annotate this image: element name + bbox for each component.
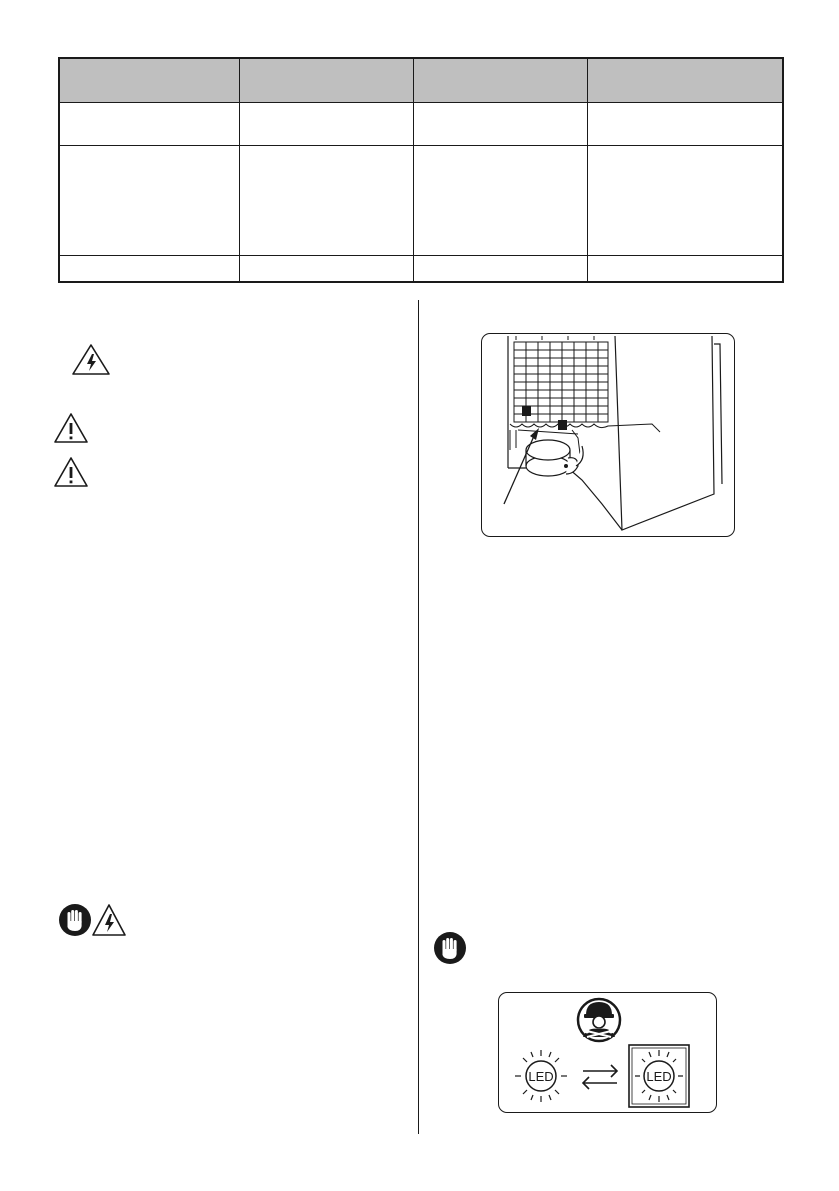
led-right-label: LED	[646, 1069, 672, 1084]
table-cell	[587, 145, 783, 255]
led-replacement-figure	[498, 992, 717, 1113]
fridge-back-illustration	[482, 334, 735, 537]
electric-shock-warning-icon	[71, 343, 111, 376]
table-cell	[413, 145, 587, 255]
compressor-figure	[481, 333, 735, 537]
table-row	[59, 102, 783, 145]
stop-hand-icon	[58, 903, 92, 937]
table-cell	[239, 145, 413, 255]
climate-class-table	[58, 57, 784, 283]
table-cell	[587, 255, 783, 282]
table-cell	[239, 255, 413, 282]
table-header-cell	[413, 58, 587, 102]
table-cell	[59, 102, 239, 145]
column-divider	[418, 300, 419, 1134]
table-cell	[413, 102, 587, 145]
table-row	[59, 145, 783, 255]
table-cell	[239, 102, 413, 145]
electric-shock-warning-icon	[91, 903, 127, 937]
table-header-cell	[239, 58, 413, 102]
table-cell	[59, 145, 239, 255]
table-cell	[59, 255, 239, 282]
table-row	[59, 255, 783, 282]
table-header-cell	[587, 58, 783, 102]
caution-warning-icon	[53, 456, 89, 488]
table-header-row	[59, 58, 783, 102]
swap-arrows-icon	[583, 1065, 617, 1089]
stop-hand-icon	[433, 931, 467, 965]
led-replacement-illustration	[499, 993, 717, 1113]
caution-warning-icon	[53, 412, 89, 444]
table-header-cell	[59, 58, 239, 102]
service-technician-icon	[578, 999, 620, 1041]
table-cell	[587, 102, 783, 145]
led-left-label: LED	[528, 1069, 554, 1084]
table-cell	[413, 255, 587, 282]
